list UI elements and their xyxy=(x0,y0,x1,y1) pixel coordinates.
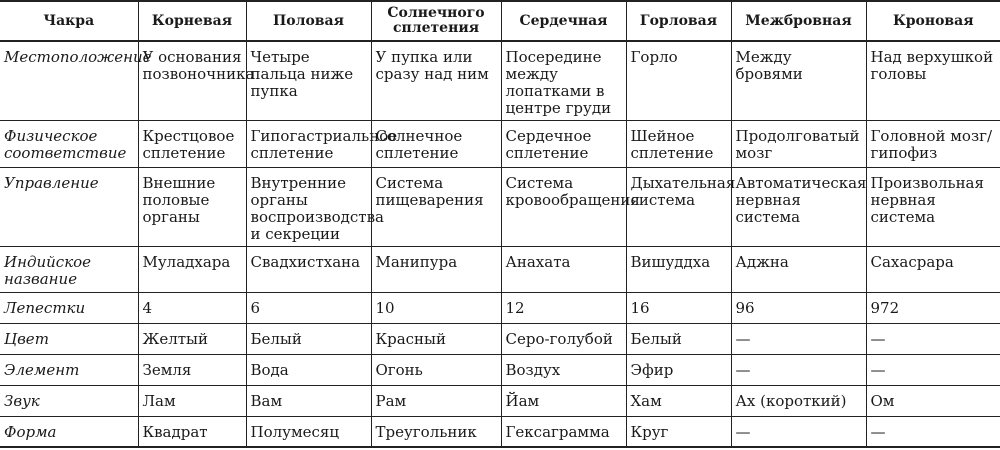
table-cell: Треугольник xyxy=(371,416,501,447)
table-cell: Аджна xyxy=(731,246,866,292)
table-cell: 12 xyxy=(501,292,626,323)
table-cell: Гексаграмма xyxy=(501,416,626,447)
row-label: Лепестки xyxy=(4,298,86,317)
table-header-row xyxy=(0,1,1000,41)
table-cell: Внешние половые органы xyxy=(138,167,246,246)
table-cell: Произвольная нервная система xyxy=(866,167,1000,246)
table-cell: Полумесяц xyxy=(246,416,371,447)
table-cell: Вода xyxy=(246,354,371,385)
row-label: Индийское название xyxy=(4,252,92,288)
table-row xyxy=(0,167,1000,246)
table-cell: Эфир xyxy=(626,354,731,385)
column-header: Межбровная xyxy=(731,1,866,41)
column-header: Горловая xyxy=(626,1,731,41)
table-row xyxy=(0,292,1000,323)
table-cell: — xyxy=(866,416,1000,447)
row-label: Звук xyxy=(4,391,40,410)
table-cell: Свадхистхана xyxy=(246,246,371,292)
column-header: Половая xyxy=(246,1,371,41)
table-cell: Внутренние органы воспроизводства и секреции xyxy=(246,167,371,246)
table-cell: Над верхушкой головы xyxy=(866,41,1000,120)
table-cell: Квадрат xyxy=(138,416,246,447)
table-cell: Гипогастриальное сплетение xyxy=(246,120,371,167)
table-cell: Белый xyxy=(246,323,371,354)
table-cell: У основания позвоночника xyxy=(138,41,246,120)
table-cell: Посередине между лопатками в центре груди xyxy=(501,41,626,120)
table-cell: Солнечное сплетение xyxy=(371,120,501,167)
row-label: Физическое соответствие xyxy=(4,126,127,162)
row-label: Элемент xyxy=(4,360,80,379)
table-cell: Сахасрара xyxy=(866,246,1000,292)
table-cell: Рам xyxy=(371,385,501,416)
table-cell: Красный xyxy=(371,323,501,354)
table-cell: 10 xyxy=(371,292,501,323)
table-cell: Земля xyxy=(138,354,246,385)
row-label: Управление xyxy=(4,173,99,192)
table-row xyxy=(0,120,1000,167)
table-cell: Лам xyxy=(138,385,246,416)
table-cell: Система кровообращения xyxy=(501,167,626,246)
table-row xyxy=(0,41,1000,120)
table-cell: Четыре пальца ниже пупка xyxy=(246,41,371,120)
table-cell: Белый xyxy=(626,323,731,354)
table-cell: Хам xyxy=(626,385,731,416)
table-cell: Сердечное сплетение xyxy=(501,120,626,167)
table-cell: Серо-голубой xyxy=(501,323,626,354)
table-cell: 16 xyxy=(626,292,731,323)
table-cell: Вам xyxy=(246,385,371,416)
table-row xyxy=(0,416,1000,447)
column-header: Чакра xyxy=(0,1,138,41)
table-cell: 972 xyxy=(866,292,1000,323)
table-row xyxy=(0,323,1000,354)
row-label: Цвет xyxy=(4,329,49,348)
table-cell: Горло xyxy=(626,41,731,120)
table-row xyxy=(0,385,1000,416)
table-cell: Шейное сплетение xyxy=(626,120,731,167)
table-cell: Йам xyxy=(501,385,626,416)
table-cell: Головной мозг/гипофиз xyxy=(866,120,1000,167)
table-cell: — xyxy=(731,323,866,354)
row-label: Местоположение xyxy=(4,48,152,66)
column-header: Сердечная xyxy=(501,1,626,41)
table-cell: Вишуддха xyxy=(626,246,731,292)
column-header: Солнечного сплетения xyxy=(371,1,501,41)
table-cell: Манипура xyxy=(371,246,501,292)
table-cell: — xyxy=(866,354,1000,385)
table-cell: Воздух xyxy=(501,354,626,385)
column-header: Кроновая xyxy=(866,1,1000,41)
table-cell: 4 xyxy=(138,292,246,323)
table-cell: Ах (короткий) xyxy=(731,385,866,416)
row-label: Форма xyxy=(4,422,57,441)
table-row xyxy=(0,246,1000,292)
table-cell: Автоматическая нервная система xyxy=(731,167,866,246)
table-cell: Продолговатый мозг xyxy=(731,120,866,167)
table-cell: Система пищеварения xyxy=(371,167,501,246)
table-cell: Дыхательная система xyxy=(626,167,731,246)
table-cell: Между бровями xyxy=(731,41,866,120)
column-header: Корневая xyxy=(138,1,246,41)
table-cell: — xyxy=(731,354,866,385)
table-cell: Огонь xyxy=(371,354,501,385)
table-cell: Желтый xyxy=(138,323,246,354)
table-cell: — xyxy=(731,416,866,447)
table-cell: 96 xyxy=(731,292,866,323)
table-cell: Крестцовое сплетение xyxy=(138,120,246,167)
table-row xyxy=(0,354,1000,385)
table-cell: Муладхара xyxy=(138,246,246,292)
table-cell: 6 xyxy=(246,292,371,323)
table-cell: Ом xyxy=(866,385,1000,416)
table-cell: У пупка или сразу над ним xyxy=(371,41,501,120)
table-cell: Круг xyxy=(626,416,731,447)
table-cell: — xyxy=(866,323,1000,354)
table-cell: Анахата xyxy=(501,246,626,292)
